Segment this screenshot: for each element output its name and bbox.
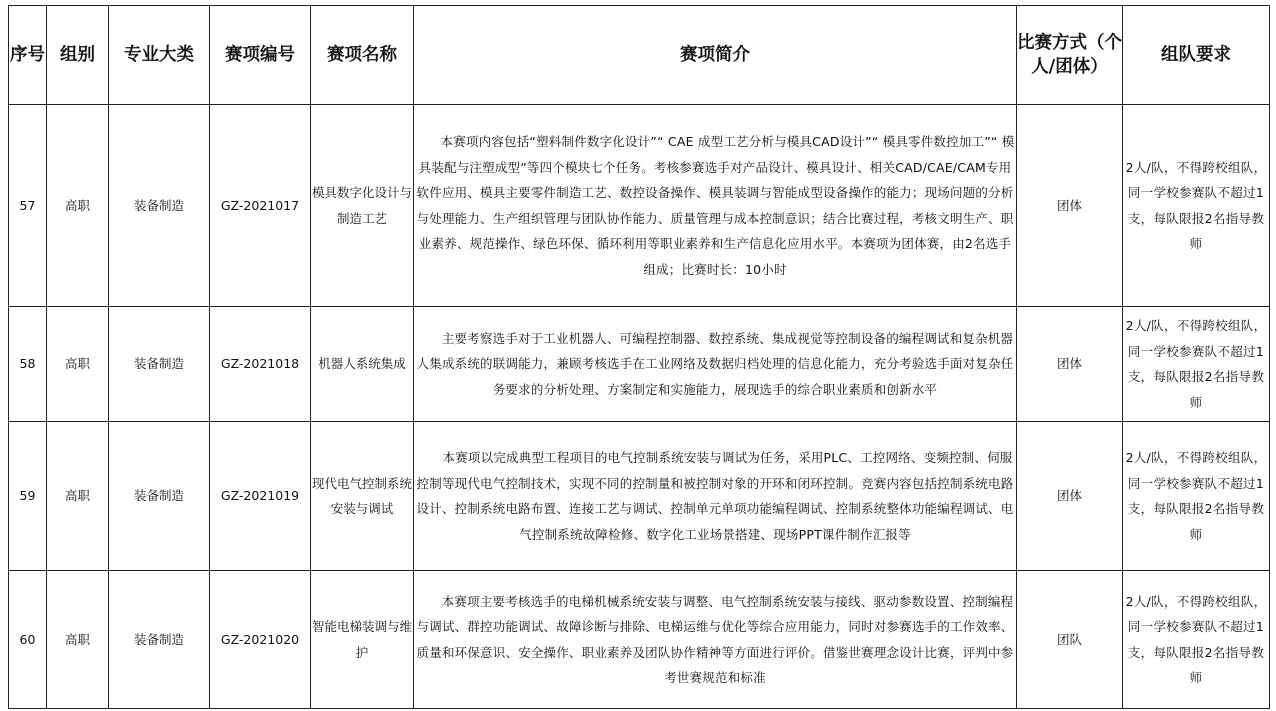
cell-team-requirement: 2人/队，不得跨校组队，同一学校参赛队不超过1支，每队限报2名指导教师 xyxy=(1123,105,1270,307)
description-text: 本赛项主要考核选手的电梯机械系统安装与调整、电气控制系统安装与接线、驱动参数设置、控制编程与调试、群控功能调试、故障诊断与排除、电梯运维与优化等综合应用能力，同时对参赛选手的工作效率、质量和环保意识、安全操作、职业素养及团队协作精神等方面进行评价。借鉴世赛理念设计比赛，评判中参考世赛规范和标准 xyxy=(416,593,1014,685)
cell-team-requirement: 2人/队，不得跨校组队，同一学校参赛队不超过1支，每队限报2名指导教师 xyxy=(1123,571,1270,709)
cell-code: GZ-2021020 xyxy=(210,571,311,709)
competition-table xyxy=(8,5,1270,709)
cell-name: 模具数字化设计与制造工艺 xyxy=(311,105,414,307)
cell-group: 高职 xyxy=(47,571,109,709)
cell-format: 团体 xyxy=(1017,105,1123,307)
cell-team-requirement: 2人/队，不得跨校组队，同一学校参赛队不超过1支，每队限报2名指导教师 xyxy=(1123,422,1270,571)
description-text: 本赛项以完成典型工程项目的电气控制系统安装与调试为任务，采用PLC、工控网络、变频控制、伺服控制等现代电气控制技术，实现不同的控制量和被控制对象的开环和闭环控制。竞赛内容包括控制系统电路设计、控制系统电路布置、连接工艺与调试、控制单元单项功能编程调试、控制系统整体功能编程调试、电气控制系统故障检修、数字化工业场景搭建、现场PPT课件制作汇报等 xyxy=(416,450,1014,542)
cell-group: 高职 xyxy=(47,307,109,422)
header-index: 序号 xyxy=(9,6,47,105)
table-header-row xyxy=(9,6,1270,105)
cell-description xyxy=(414,422,1017,571)
cell-index: 59 xyxy=(9,422,47,571)
table-row xyxy=(9,422,1270,571)
cell-code: GZ-2021019 xyxy=(210,422,311,571)
table-row xyxy=(9,105,1270,307)
cell-description xyxy=(414,105,1017,307)
cell-format: 团体 xyxy=(1017,307,1123,422)
cell-index: 60 xyxy=(9,571,47,709)
cell-name: 现代电气控制系统安装与调试 xyxy=(311,422,414,571)
description-text: 主要考察选手对于工业机器人、可编程控制器、数控系统、集成视觉等控制设备的编程调试和复杂机器人集成系统的联调能力，兼顾考核选手在工业网络及数据归档处理的信息化能力，充分考验选手面对复杂任务要求的分析处理、方案制定和实施能力，展现选手的综合职业素质和创新水平 xyxy=(416,330,1014,397)
header-format: 比赛方式（个人/团体） xyxy=(1017,6,1123,105)
cell-category: 装备制造 xyxy=(109,307,210,422)
cell-code: GZ-2021018 xyxy=(210,307,311,422)
table-row xyxy=(9,307,1270,422)
description-text: 本赛项内容包括“塑料制件数字化设计”“ CAE 成型工艺分析与模具CAD设计”“ 模具零件数控加工”“ 模具装配与注塑成型”等四个模块七个任务。考核参赛选手对产品设计、模具设计、相关CAD/CAE/CAM专用软件应用、模具主要零件制造工艺、数控设备操作、模具装调与智能成型设备操作的能力；现场问题的分析与处理能力、生产组织管理与团队协作能力、质量管理与成本控制意识；结合比赛过程，考核文明生产、职业素养、规范操作、绿色环保、循环利用等职业素养和生产信息化应用水平。本赛项为团体赛，由2名选手组成；比赛时长：10小时 xyxy=(416,134,1015,277)
cell-format: 团体 xyxy=(1017,422,1123,571)
table-row xyxy=(9,571,1270,709)
cell-index: 58 xyxy=(9,307,47,422)
cell-code: GZ-2021017 xyxy=(210,105,311,307)
header-team-requirement: 组队要求 xyxy=(1123,6,1270,105)
cell-name: 机器人系统集成 xyxy=(311,307,414,422)
cell-category: 装备制造 xyxy=(109,422,210,571)
header-code: 赛项编号 xyxy=(210,6,311,105)
cell-index: 57 xyxy=(9,105,47,307)
cell-team-requirement: 2人/队，不得跨校组队，同一学校参赛队不超过1支，每队限报2名指导教师 xyxy=(1123,307,1270,422)
cell-format: 团队 xyxy=(1017,571,1123,709)
cell-category: 装备制造 xyxy=(109,105,210,307)
cell-description xyxy=(414,571,1017,709)
cell-description xyxy=(414,307,1017,422)
header-name: 赛项名称 xyxy=(311,6,414,105)
header-description: 赛项简介 xyxy=(414,6,1017,105)
cell-category: 装备制造 xyxy=(109,571,210,709)
cell-name: 智能电梯装调与维护 xyxy=(311,571,414,709)
cell-group: 高职 xyxy=(47,422,109,571)
header-group: 组别 xyxy=(47,6,109,105)
header-category: 专业大类 xyxy=(109,6,210,105)
cell-group: 高职 xyxy=(47,105,109,307)
